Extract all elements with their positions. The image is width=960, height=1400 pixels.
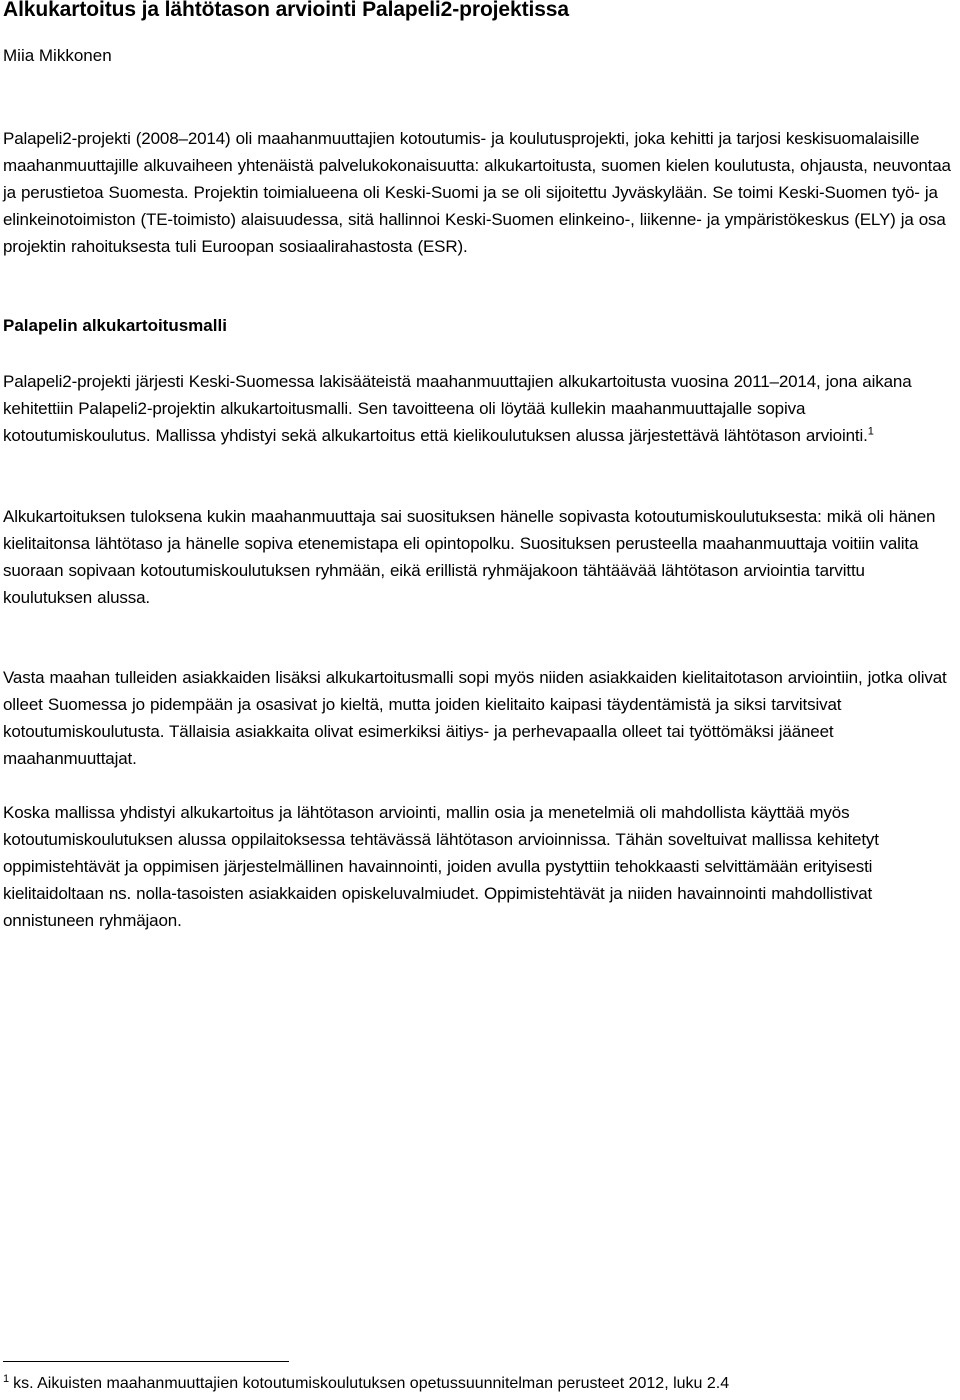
footnote-divider [3, 1361, 289, 1362]
section-paragraph-3: Vasta maahan tulleiden asiakkaiden lisäksi alkukartoitusmalli sopi myös niiden asiakkaiden kielitaitotason arviointiin, jotka olivat olleet Suomessa jo pidempään ja osasivat jo kieltä, mutta joiden kielitaito kaipasi täydentämistä ja siksi tarvitsivat kotoutumiskoulutusta. Tällaisia asiakkaita olivat esimerkiksi äitiys- ja perhevapaalla olleet tai työttömäksi jääneet maahanmuuttajat. [3, 668, 947, 768]
section-paragraph-1 [3, 368, 957, 449]
section-paragraph-1-text: Palapeli2-projekti järjesti Keski-Suomessa lakisääteistä maahanmuuttajien alkukartoitusta vuosina 2011–2014, jona aikana kehitettiin Palapeli2-projektin alkukartoitusmalli. Sen tavoitteena oli löytää kullekin maahanmuuttajalle sopiva kotoutumiskoulutus. Mallissa yhdistyi sekä alkukartoitus että kielikoulutuksen alussa järjestettävä lähtötason arviointi. [3, 372, 912, 445]
footnote-text: ks. Aikuisten maahanmuuttajien kotoutumiskoulutuksen opetussuunnitelman perusteet 2012, luku 2.4 [13, 1375, 730, 1392]
document-title: Alkukartoitus ja lähtötason arviointi Palapeli2-projektissa [3, 0, 569, 21]
footnote-reference[interactable]: 1 [867, 425, 874, 438]
section-heading: Palapelin alkukartoitusmalli [3, 316, 227, 335]
footnote [3, 1372, 729, 1396]
footnote-mark: 1 [3, 1372, 10, 1385]
intro-paragraph: Palapeli2-projekti (2008–2014) oli maahanmuuttajien kotoutumis- ja koulutusprojekti, joka kehitti ja tarjosi keskisuomalaisille maahanmuuttajille alkuvaiheen yhtenäistä palvelukokonaisuutta: alkukartoitusta, suomen kielen koulutusta, ohjausta, neuvontaa ja perustietoa Suomesta. Projektin toimialueena oli Keski-Suomi ja se oli sijoitettu Jyväskylään. Se toimi Keski-Suomen työ- ja elinkeinotoimiston (TE-toimisto) alaisuudessa, sitä hallinnoi Keski-Suomen elinkeino-, liikenne- ja ympäristökeskus (ELY) ja osa projektin rahoituksesta tuli Euroopan sosiaalirahastosta (ESR). [3, 129, 951, 256]
section-paragraph-4: Koska mallissa yhdistyi alkukartoitus ja lähtötason arviointi, mallin osia ja menetelmiä oli mahdollista käyttää myös kotoutumiskoulutuksen alussa oppilaitoksessa tehtävässä lähtötason arvioinnissa. Tähän soveltuivat mallissa kehitetyt oppimistehtävät ja oppimisen järjestelmällinen havainnointi, joiden avulla pystyttiin tehokkaasti selvittämään erityisesti kielitaidoltaan ns. nolla-tasoisten asiakkaiden opiskeluvalmiudet. Oppimistehtävät ja niiden havainnointi mahdollistivat onnistuneen ryhmäjaon. [3, 803, 879, 930]
author-name: Miia Mikkonen [3, 46, 112, 65]
section-paragraph-2: Alkukartoituksen tuloksena kukin maahanmuuttaja sai suosituksen hänelle sopivasta kotoutumiskoulutuksesta: mikä oli hänen kielitaitonsa lähtötaso ja hänelle sopiva etenemistapa eli opintopolku. Suosituksen perusteella maahanmuuttaja voitiin valita suoraan sopivaan kotoutumiskoulutuksen ryhmään, eikä erillistä ryhmäjakoon tähtäävää lähtötason arviointia tarvittu koulutuksen alussa. [3, 507, 936, 607]
